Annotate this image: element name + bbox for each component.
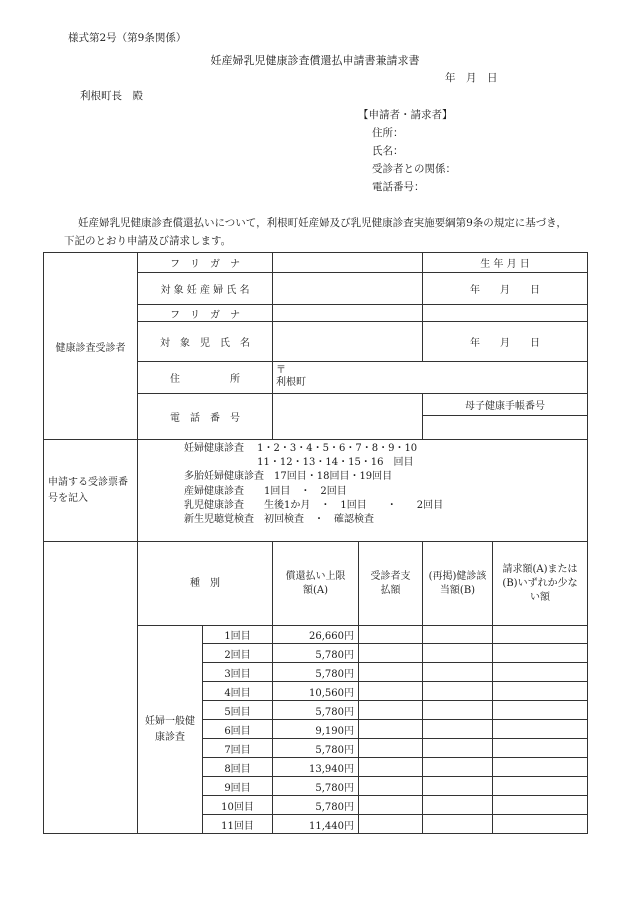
mother-furigana-field[interactable] [273,253,423,273]
paid-field[interactable] [359,701,423,720]
address-label: 住 所 [138,362,273,394]
category-label: 妊婦一般健康診査 [138,626,203,834]
limit-amount: 5,780円 [273,777,359,796]
child-birth-date-field[interactable]: 年 月 日 [423,322,588,362]
child-name-field[interactable] [273,322,423,362]
limit-amount: 5,780円 [273,663,359,682]
child-furigana-label: フ リ ガ ナ [138,305,273,322]
paid-field[interactable] [359,777,423,796]
eligible-field[interactable] [423,682,493,701]
eligible-field[interactable] [423,796,493,815]
claim-field[interactable] [493,758,588,777]
claim-field[interactable] [493,663,588,682]
mother-birth-date-field[interactable]: 年 月 日 [423,273,588,305]
exam-line-6: 新生児聴覚検査 初回検査 ・ 確認検査 [184,514,374,526]
paid-field[interactable] [359,796,423,815]
visit-label: 1回目 [203,626,273,644]
applicant-address-label: 住所： [372,127,404,139]
claim-field[interactable] [493,682,588,701]
intro-text: 妊産婦乳児健康診査償還払いについて，利根町妊産婦及び乳児健康診査実施要綱第9条の規定に基づき，下記のとおり申請及び請求します。 [64,217,567,247]
visit-label: 3回目 [203,663,273,682]
visit-label: 6回目 [203,720,273,739]
visit-label: 8回目 [203,758,273,777]
eligible-header: (再掲)健診該当額(B) [423,542,493,626]
limit-amount: 5,780円 [273,701,359,720]
eligible-field[interactable] [423,644,493,663]
visit-label: 7回目 [203,739,273,758]
mother-name-label: 対 象 妊 産 婦 氏 名 [138,273,273,305]
eligible-field[interactable] [423,720,493,739]
eligible-field[interactable] [423,815,493,834]
paid-field[interactable] [359,758,423,777]
exam-line-1: 妊婦健康診査 1・2・3・4・5・6・7・8・9・10 [184,443,418,454]
limit-amount: 5,780円 [273,739,359,758]
claim-field[interactable] [493,777,588,796]
visit-label: 2回目 [203,644,273,663]
claim-field[interactable] [493,701,588,720]
claim-field[interactable] [493,796,588,815]
paid-field[interactable] [359,682,423,701]
eligible-field[interactable] [423,777,493,796]
applicant-heading: 【申請者・請求者】 [358,109,453,121]
limit-amount: 13,940円 [273,758,359,777]
birth-date-header: 生 年 月 日 [423,253,588,273]
exam-line-2: 11・12・13・14・15・16 回目 [184,457,414,469]
addressee: 利根町長 殿 [80,90,143,102]
limit-amount: 9,190円 [273,720,359,739]
visit-label: 9回目 [203,777,273,796]
paid-header: 受診者支払額 [359,542,423,626]
address-town: 利根町 [276,377,306,388]
limit-amount: 5,780円 [273,644,359,663]
visit-label: 5回目 [203,701,273,720]
examinee-section-label: 健康診査受診者 [44,253,138,440]
handbook-number-field[interactable] [423,416,588,440]
paid-field[interactable] [359,815,423,834]
mother-name-field[interactable] [273,273,423,305]
paid-field[interactable] [359,663,423,682]
applicant-phone-label: 電話番号： [372,181,425,193]
claim-field[interactable] [493,626,588,644]
applicant-name-label: 氏名： [372,145,404,157]
paid-field[interactable] [359,644,423,663]
exam-line-3: 多胎妊婦健康診査 17回目・18回目・19回目 [184,471,393,483]
form-number: 様式第2号（第9条関係） [68,32,187,44]
exam-line-5: 乳児健康診査 生後1か月 ・ 1回目 ・ 2回目 [184,499,444,511]
eligible-field[interactable] [423,626,493,644]
paid-field[interactable] [359,739,423,758]
date-line: 年 月 日 [445,72,498,84]
exam-select-label: 申請する受診票番号を記入 [44,440,138,542]
limit-amount: 10,560円 [273,682,359,701]
exam-select-list[interactable] [138,440,588,542]
address-field[interactable] [273,362,588,394]
visit-label: 11回目 [203,815,273,834]
applicant-relation-label: 受診者との関係： [372,163,456,175]
limit-amount: 26,660円 [273,626,359,644]
handbook-number-label: 母子健康手帳番号 [423,394,588,416]
phone-field[interactable] [273,394,423,440]
applicant-block [358,106,456,196]
exam-line-4: 産婦健康診査 1回目 ・ 2回目 [184,485,347,497]
type-header: 種 別 [138,542,273,626]
child-name-label: 対 象 児 氏 名 [138,322,273,362]
claim-field[interactable] [493,720,588,739]
child-furigana-field[interactable] [273,305,423,322]
claim-header: 請求額(A)または(B)いずれか少ない額 [493,542,588,626]
eligible-field[interactable] [423,701,493,720]
limit-amount: 5,780円 [273,796,359,815]
visit-label: 4回目 [203,682,273,701]
eligible-field[interactable] [423,739,493,758]
phone-label: 電 話 番 号 [138,394,273,440]
limit-header: 償還払い上限額(A) [273,542,359,626]
claim-field[interactable] [493,644,588,663]
page-title: 妊産婦乳児健康診査償還払申請書兼請求書 [210,54,420,67]
limit-amount: 11,440円 [273,815,359,834]
paid-field[interactable] [359,626,423,644]
fee-section-blank [44,542,138,834]
eligible-field[interactable] [423,663,493,682]
child-birth-date-spacer [423,305,588,322]
postal-mark: 〒 [276,365,286,376]
mother-furigana-label: フ リ ガ ナ [138,253,273,273]
claim-field[interactable] [493,739,588,758]
visit-label: 10回目 [203,796,273,815]
claim-field[interactable] [493,815,588,834]
application-table [43,252,588,834]
eligible-field[interactable] [423,758,493,777]
paid-field[interactable] [359,720,423,739]
